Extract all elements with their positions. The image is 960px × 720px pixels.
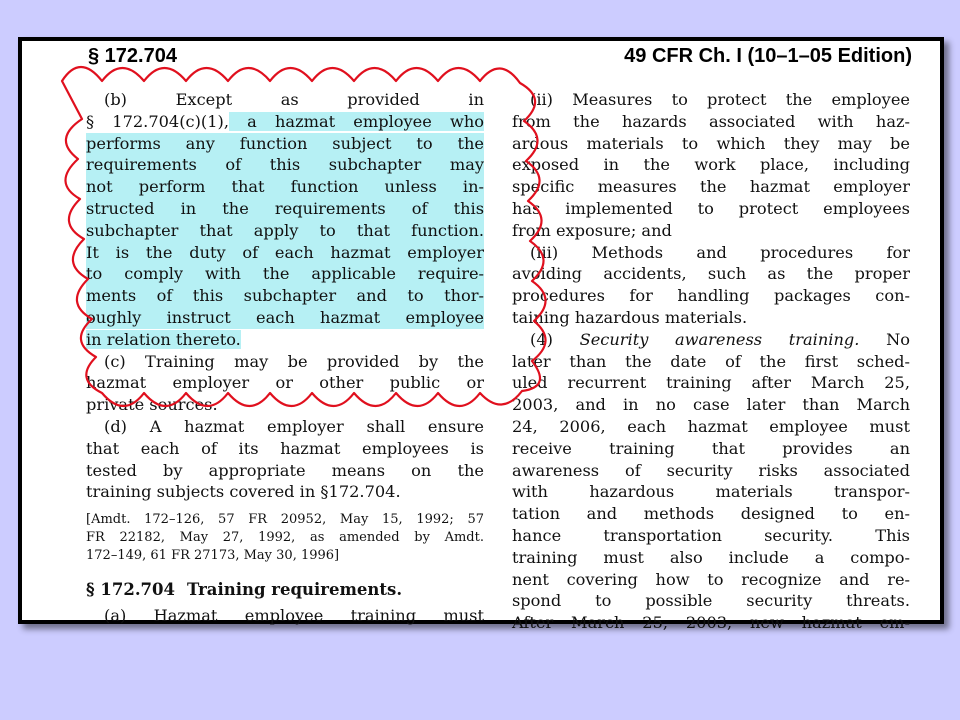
paragraph-d — [86, 416, 484, 503]
para-c-line: (c) Training may be provided by the — [104, 351, 484, 371]
paragraph-ii — [512, 89, 910, 242]
para-d-line: (d) A hazmat employer shall ensure — [104, 416, 484, 436]
para-b-line: It is the duty of each hazmat employer — [86, 242, 484, 262]
para-4-line: 24, 2006, each hazmat employee must — [512, 416, 910, 436]
para-ii-line: (ii) Measures to protect the employee — [530, 90, 910, 109]
para-4-line: spond to possible security threats. — [512, 591, 910, 611]
para-d-line: training subjects covered in §172.704. — [86, 482, 401, 502]
para-c-line: private sources. — [86, 395, 218, 415]
para-iii-line: (iii) Methods and procedures for — [530, 242, 910, 262]
amendment-citation — [86, 511, 484, 565]
para-b-line: requirements of this subchapter may — [86, 155, 484, 175]
para-ii-line: from exposure; and — [512, 220, 672, 240]
paragraph-c — [86, 351, 484, 416]
para-b-line: performs any function subject to the — [86, 133, 484, 153]
para-b-line: not perform that function unless in- — [86, 177, 484, 197]
para-b-line: (b) Except as provided in — [104, 90, 484, 109]
edition-header-right: 49 CFR Ch. I (10–1–05 Edition) — [624, 45, 912, 67]
paragraph-b — [86, 89, 484, 351]
amendment-line: [Amdt. 172–126, 57 FR 20952, May 15, 1992; 57 — [86, 512, 484, 528]
para-4-first-line: (4) Security awareness training. No — [530, 329, 911, 349]
amendment-line: FR 22182, May 27, 1992, as amended by Amdt. — [86, 530, 484, 546]
para-ii-line: exposed in the work place, including — [512, 155, 910, 175]
para-b-line: § 172.704(c)(1), a hazmat employee who — [86, 111, 484, 131]
para-ii-line: has implemented to protect employees — [512, 198, 910, 218]
para-b-line: subchapter that apply to that function. — [86, 220, 484, 240]
para-4-line: hance transportation security. This — [512, 525, 910, 545]
paragraph-iii — [512, 242, 910, 329]
para-ii-line: ardous materials to which they may be — [512, 133, 910, 153]
left-column — [86, 89, 484, 625]
para-4-line: receive training that provides an — [512, 438, 910, 458]
para-b-line: ments of this subchapter and to thor- — [86, 286, 484, 306]
paragraph-4 — [512, 329, 910, 634]
para-ii-line: specific measures the hazmat employer — [512, 177, 910, 197]
para-ii-line: from the hazards associated with haz- — [512, 111, 910, 131]
right-column — [512, 89, 910, 634]
para-4-line: training must also include a compo- — [512, 547, 910, 567]
document-frame — [18, 37, 944, 633]
para-4-line: nent covering how to recognize and re- — [512, 569, 910, 589]
para-b-line: in relation thereto. — [86, 329, 241, 349]
para-b-line: structed in the requirements of this — [86, 198, 484, 218]
section-symbol: § 172.704 — [86, 580, 176, 600]
para-4-line: After March 25, 2003, new hazmat em- — [512, 613, 910, 633]
para-4-line: 2003, and in no case later than March — [512, 395, 910, 415]
para-c-line: hazmat employer or other public or — [86, 373, 484, 393]
para-4-line: awareness of security risks associated — [512, 460, 910, 480]
para-d-line: tested by appropriate means on the — [86, 460, 484, 480]
para-b-line: oughly instruct each hazmat employee — [86, 307, 484, 327]
para-b-line: to comply with the applicable require- — [86, 264, 484, 284]
para-4-line: later than the date of the first sched- — [512, 351, 910, 371]
para-4-line: with hazardous materials transpor- — [512, 482, 910, 502]
section-title: Training requirements. — [187, 580, 403, 600]
para-iii-line: procedures for handling packages con- — [512, 286, 910, 306]
para-iii-line: avoiding accidents, such as the proper — [512, 264, 910, 284]
para-4-line: uled recurrent training after March 25, — [512, 373, 910, 393]
section-heading — [86, 579, 484, 601]
para-4-line: tation and methods designed to en- — [512, 504, 910, 524]
cut-off-line: (a) Hazmat employee training must — [104, 605, 484, 625]
amendment-line: 172–149, 61 FR 27173, May 30, 1996] — [86, 548, 340, 564]
section-header-left: § 172.704 — [88, 45, 177, 67]
para-d-line: that each of its hazmat employees is — [86, 438, 484, 458]
para-iii-line: taining hazardous materials. — [512, 307, 748, 327]
para-4-italic-title: Security awareness training. — [579, 329, 860, 349]
